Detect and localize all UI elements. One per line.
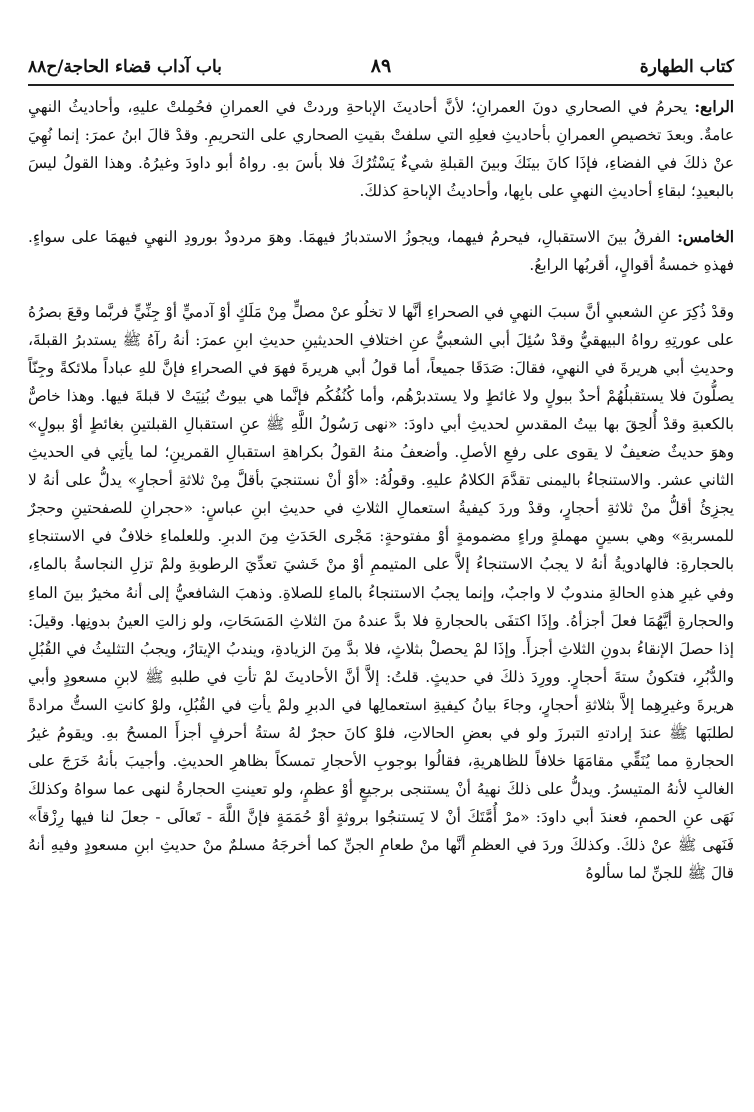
header-rule [28, 84, 734, 86]
chapter-title: باب آداب قضاء الحاجة/ح٨٨ [28, 57, 222, 77]
paragraph-fifth [28, 223, 734, 279]
paragraph-text: الفرقُ بينَ الاستقبالِ، فيحرمُ فيهما، ويجوزُ الاستدبارُ فيهمَا. وهوَ مردودٌ بورودِ النهيِ فيهمَا على سواءٍ. فهذهِ خمسةُ أقوالٍ، أقربُها الرابعُ. [28, 228, 734, 275]
page-number: ٨٩ [370, 55, 392, 77]
paragraph-text: وقدْ ذُكِرَ عنِ الشعبيِ أنَّ سببَ النهيِ في الصحراءِ أنَّها لا تخلُو عنْ مصلٍّ مِنْ مَلَكٍ أوْ آدميٍّ أوْ جِنِّيٍّ فربَّما وقعَ بصرُهُ على عورتِهِ رواهُ البيهقيُّ وقدْ سُئِلَ أبي الشعبيُّ عنِ اختلافِ الحديثينِ حديثِ ابنِ عمرَ: أنهُ رآهُ ﷺ يستدبرُ القبلةَ، وحديثِ أبي هريرةَ في النهيِ، فقالَ: صَدَقَا جميعاً، أما قولُ أبي هريرةَ فهوَ في الصحراءِ فإنَّ للهِ عباداً ملائكةً وجِنّاً يصلُّونَ فلا يستقبلُهُمْ أحدٌ ببولٍ ولا غائطٍ ولا يستدبرْهُم، وأما كُنُفُكُم فإنَّما هي بيوتٌ بُنِيَتْ لا قبلةَ فيها. وهذا خاصٌّ بالكعبةِ وقدْ أُلحِقَ بها بيتُ المقدسِ لحديثِ أبي داودَ: «نهى رَسُولُ اللَّهِ ﷺ عنِ استقبالِ القبلتينِ بغائطٍ أوْ ببولٍ» وهوَ حديثٌ ضعيفٌ لا يقوى على رفعِ الأصلِ. وأضعفُ منهُ القولُ بكراهةِ استقبالِ القمرينِ؛ لما يأتِي في الحديثِ الثاني عشر. والاستنجاءُ باليمنى تقدَّمَ الكلامُ عليهِ. وقولُهُ: «أوْ أنْ نستنجيَ بأقلَّ مِنْ ثلاثةِ أحجارٍ» يدلُّ على أنهُ لا يجزِئُ أقلُّ منْ ثلاثةِ أحجارٍ، وقدْ وردَ كيفيةُ استعمالِ الثلاثِ في حديثِ ابنِ عباسٍ: «حجرانِ للصفحتينِ وحجرٌ للمسربةِ» وهي بسينٍ مهملةٍ وراءٍ مضمومةٍ أوْ مفتوحةٍ: مَجْرى الحَدَثِ مِنَ الدبرِ. وللعلماءِ خلافٌ في الاستنجاءِ بالحجارةِ: فالهادويةُ أنهُ لا يجبُ الاستنجاءُ إلاَّ على المتيممِ أوْ منْ خَشيَ تعدِّيَ الرطوبةِ ولمْ تزلِ النجاسةُ بالماءِ، وفي غيرِ هذهِ الحالةِ مندوبٌ لا واجبٌ، وإنما يجبُ الاستنجاءُ بالماءِ للصلاةِ. وذهبَ الشافعيُّ إلى أنهُ مخيرٌ بينَ الماءِ والحجارةِ أيَّهُمَا فعلَ أجزأهُ. وإذَا اكتفَى بالحجارةِ فلا بدَّ عندهُ منَ الثلاثِ المَسَحَاتِ، ولو زالتِ العينُ بدونِها. وقيلَ: إذا حصلَ الإنقاءُ بدونِ الثلاثِ أجزأَ. وإذَا لمْ يحصلْ بثلاثٍ، فلا بدَّ مِنَ الزيادةِ، ويندبُ الإيتارُ، ويجبُ التثليثُ في القُبُلِ والدُّبُرِ، فتكونُ ستةَ أحجارٍ. وورِدَ ذلكَ في حديثٍ. قلتُ: إلاَّ أنَّ الأحاديثَ لمْ تأتِ في طلبهِ ﷺ لابنِ مسعودٍ وأبي هريرةَ وغيرِهِما إلاَّ بثلاثةِ أحجارٍ، وجاءَ بيانُ كيفيةِ استعمالِها في الدبرِ ولمْ يأتِ في القُبُلِ، ولوْ كانتِ الستُّ مرادةً لطلبَها ﷺ عندَ إرادتهِ التبرزَ ولو في بعضِ الحالاتِ، فلوْ كانَ حجرٌ لهُ ستةُ أحرفٍ أجزأَ المسحُ بهِ. ويقومُ غيرُ الحجارةِ مما يُنَقِّي مقامَهَا خلافاً للظاهريةِ، فقالُوا بوجوبِ الأحجارِ تمسكاً بظاهرِ الحديثِ. وأجيبَ بأنهُ خَرَجَ على الغالبِ لأنهُ المتيسرُ. ويدلُّ على ذلكَ نهيهُ أنْ يستنجى برجيعٍ أوْ عظمٍ، ولو تعينتِ الحجارةُ لنهى عما سواهُ وكذلكَ نَهَى عنِ الحممِ، فعندَ أبي داودَ: «مرْ أُمَّتَكَ أنْ لا يَستنجُوا بروثةٍ أوْ حُمَمَةٍ فإنَّ اللَّهَ - تَعالَى - جعلَ لنا فيها رِزْقاً» فَنَهى ﷺ عنْ ذلكَ. وكذلكَ وردَ في العظمِ أنَّها منْ طعامِ الجنِّ كما أخرجَهُ مسلمٌ منْ حديثِ ابنِ مسعودٍ وفيهِ أنهُ قالَ ﷺ للجنِّ لما سألوهُ [28, 302, 734, 883]
book-title: كتاب الطهارة [639, 57, 734, 77]
paragraph-text: يحرمُ في الصحاري دونَ العمرانِ؛ لأنَّ أحاديثَ الإباحةِ وردتْ في العمرانِ فحُمِلتْ عليهِ، وأحاديثُ النهيِ عامةٌ. وبعدَ تخصيصِ العمرانِ بأحاديثِ فعلِهِ التي سلفتْ بقيتِ الصحاري على التحريمِ. وقدْ قالَ ابنُ عمرَ: إنما نُهِيَ عنْ ذلكَ في الفضاءِ، فإذَا كانَ بينَكَ وبينَ القبلةِ شيءٌ يَسْتُرُكَ فلا بأسَ بهِ. رواهُ أبو داودَ وغيرُهُ. وهذا القولُ ليسَ بالبعيدِ؛ لبقاءِ أحاديثِ النهيِ على بابِها، وأحاديثُ الإباحةِ كذلكَ. [28, 98, 734, 201]
paragraph-fourth [28, 93, 734, 205]
paragraph-label: الخامس: [677, 228, 734, 247]
paragraph-label: الرابع: [694, 98, 734, 116]
body-text [28, 93, 734, 888]
running-header [28, 55, 734, 83]
paragraph-shabi [28, 298, 734, 888]
